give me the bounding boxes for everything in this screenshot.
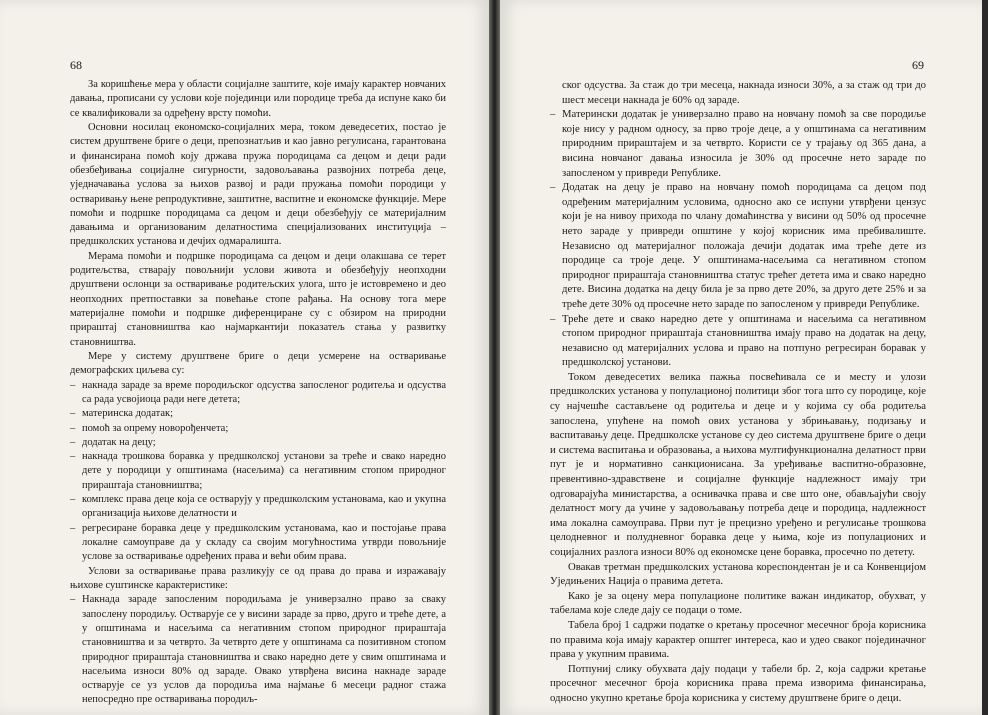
- left-page-text: [70, 78, 446, 708]
- list-item: – Накнада зараде запосленим породиљама је универзално право за сваку запослену породиљу. Остварује се у висини зараде за прво, друго и треће дете, а у општинама и насељима са негативним стопом природног прираштаја становништва и за четврто. За четврто дете у општинама са позитивном стопом природног прираштаја становништва и свако наредно дете у свим општинама и насељима износи 80% од зараде. Овако утврђена висина накнаде зараде остварује се уз услов да породиља има најмање 6 месеци радног стажа непосредно пре остваривања породиљ-: [70, 593, 446, 708]
- list-item: – комплекс права деце која се остварују у предшколским установама, као и укупна организација њихове делатности и: [70, 493, 446, 522]
- list-item: – помоћ за опрему новорођенчета;: [70, 422, 446, 436]
- page-number-right: 69: [912, 58, 924, 72]
- list-item: – материнска додатак;: [70, 407, 446, 421]
- paragraph: Основни носилац економско-социјалних мера, током деведесетих, постао је систем друштвене бриге о деци, препознатљив и као јавно регулисана, гарантована и финансирана помоћ коју држава пружа породицама са децом и деци ради обезбеђивања социјалне сигурности, задовољавања развојних потреба деце, уједначавања услова за њихов развој и ради пружања помоћи породици у остваривању њене репродуктивне, заштитне, васпитне и економске функције. Мере помоћи и подршке породицама са децом и деци обезбеђују се материјалним давањима и организованим делатностима специјализованих институција – предшколских установа и дечјих одмаралишта.: [70, 121, 446, 248]
- paragraph: Услови за остваривање права разликују се од права до права и изражавају њихове суштинске карактеристике:: [70, 565, 446, 591]
- list-item: – Треће дете и свако наредно дете у општинама и насељима са негативном стопом природног прираштаја становништва имају право на додатак на децу, независно од материјалних услова и право на потпуно регресиран боравак у предшколској установи.: [550, 312, 926, 370]
- conditions-list-continued: [550, 78, 926, 370]
- measures-list: [70, 379, 446, 565]
- book-gutter: [489, 0, 500, 715]
- paragraph: Овакав третман предшколских установа кореспондентан је и са Конвенцијом Уједињених Нација о правима детета.: [550, 560, 926, 588]
- list-item: – додатак на децу;: [70, 436, 446, 450]
- right-page-text: [550, 78, 926, 706]
- paragraph: Мерама помоћи и подршке породицама са децом и деци олакшава се терет родитељства, стварају повољнији услови живота и обезбеђују неопходни друштвени ослонци за остваривање родитељских улога, што је истовремено и део неопходних претпоставки за повећање стопе рађања. На основу тога мере материјалне помоћи и подршке диференциране су с обзиром на природни прираштај становништва као најмаркантији показатељ стања у развитку становништва.: [70, 250, 446, 348]
- list-item: – накнада зараде за време породиљског одсуства запосленог родитеља и одсуства са рада усвојиоца ради неге детета;: [70, 379, 446, 408]
- paragraph: За коришћење мера у области социјалне заштите, које имају карактер новчаних давања, прописани су услови које појединци или породице треба да испуне како би се квалификовали за одређену врсту помоћи.: [70, 79, 446, 119]
- left-page: [0, 0, 489, 715]
- paragraph: Табела број 1 садржи податке о кретању просечног месечног броја корисника по правима која имају карактер општег интереса, као и удео сваког појединачног права у укупним правима.: [550, 618, 926, 661]
- list-item: – Матерински додатак је универзално право на новчану помоћ за све породиље које нису у радном односу, за прво троје деце, а у општинама са негативним природним прираштајем и за четврто. Користи се у трајању од 365 дана, а висина новчаног давања износила је 30% од просечне нето зараде по запосленом у привреди Републике.: [550, 107, 926, 180]
- list-item: – регресиране боравка деце у предшколским установама, као и постојање права локалне самоуправе да у складу са својим могућностима утврди повољније услове за остваривање одређених права и већи обим права.: [70, 522, 446, 565]
- list-item: – Додатак на децу је право на новчану помоћ породицама са децом под одређеним материјалним условима, односно ако се испуни утврђени цензус који је на нивоу прихода по члану домаћинства у висини од 50% од просечне нето зараде у привреди општине у којој корисник има пребивалиште. Независно од материјалног положаја дечији додатак има треће дете из породице са троје деце. У општинама-насељима са негативном стопом природног прираштаја становништва статус трећег детета има и свако наредно дете. Висина додатка на децу била је за прво дете 20%, за друго дете 25% и за треће дете 30% од просечне нето зараде по запосленом у привреди Републике.: [550, 180, 926, 311]
- list-item-continuation: ског одсуства. За стаж до три месеца, накнада износи 30%, а за стаж од три до шест месеци накнада је 60% од зараде.: [562, 79, 926, 106]
- right-page: [500, 0, 982, 715]
- conditions-list: [70, 593, 446, 708]
- paragraph: Мере у систему друштвене бриге о деци усмерене на остваривање демографских циљева су:: [70, 350, 446, 377]
- page-number-left: 68: [70, 58, 82, 72]
- paragraph: Током деведесетих велика пажња посвећивала се и месту и улози предшколских установа у популационој политици због тога што су породице, које су најчешће састављене од родитеља и деце и у којима су оба родитеља запослена, упућене на помоћ ових установа у збрињавању, подизању и васпитавању деце. Предшколске установе су део система друштвене бриге о деци и система васпитања и образовања, а њихова мултифункционална делатност први пут је и нормативно санкционисана. За уређивање васпитно-образовне, превентивно-здравствене и социјалне функције надлежност имају три одговарајућа министарства, а оснивачка права и све што оне, обављајући своју делатност могу да учине у задовољавању потреба деце и породица, надлежност има локална самоуправа. Први пут је прецизно уређено и регулисање трошкова целодневног и полудневног боравка деце у њима, које из популационих и социјалних разлога износи 80% од економске цене боравка, просечно по детету.: [550, 370, 926, 558]
- paragraph: Како је за оцену мера популационе политике важан индикатор, обухват, у табелама које следе дају се подаци о томе.: [550, 589, 926, 617]
- book-edge: [982, 0, 988, 715]
- list-item: – накнада трошкова боравка у предшколској установи за треће и свако наредно дете у породици у општинама (насељима) са негативним стопом природног прираштаја становништва;: [70, 450, 446, 493]
- paragraph: Потпуниј слику обухвата дају подаци у табели бр. 2, која садржи кретање просечног месечног броја корисника права према изворима финансирања, односно укупно кретање броја корисника у систему друштвене бриге о деци.: [550, 662, 926, 704]
